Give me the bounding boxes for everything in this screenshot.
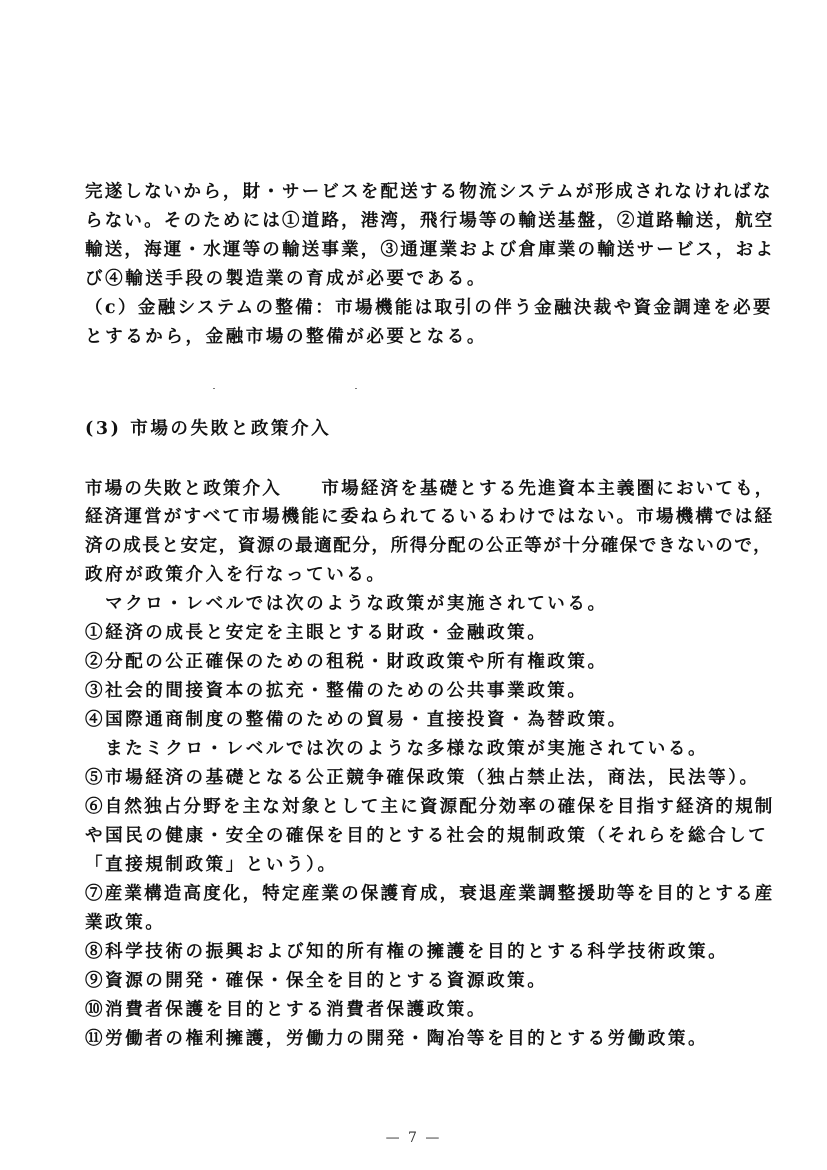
list-item: ⑧科学技術の振興および知的所有権の擁護を目的とする科学技術政策。 <box>85 942 729 962</box>
list-item: ②分配の公正確保のための租税・財政政策や所有権政策。 <box>85 652 608 672</box>
list-item: ⑪労働者の権利擁護，労働力の開発・陶冶等を目的とする労働政策。 <box>85 1029 709 1049</box>
scan-speck <box>213 388 215 389</box>
list-item-continued: 「直接規制政策」という）。 <box>85 855 338 875</box>
paragraph-line: 政府が政策介入を行なっている。 <box>85 565 387 585</box>
page-number: — 7 — <box>385 1130 442 1146</box>
list-item: ⑦産業構造高度化，特定産業の保護育成，衰退産業調整援助等を目的とする産 <box>85 884 775 904</box>
paragraph-line: 輸送，海運・水運等の輸送事業，③通運業および倉庫業の輸送サービス，およ <box>85 240 776 260</box>
paragraph-line: 経済運営がすべて市場機能に委ねられてるいるわけではない。市場機構では経 <box>85 507 775 527</box>
list-item: ⑨資源の開発・確保・保全を目的とする資源政策。 <box>85 971 548 991</box>
list-item: ④国際通商制度の整備のための貿易・直接投資・為替政策。 <box>85 710 628 730</box>
paragraph-line: び④輸送手段の製造業の育成が必要である。 <box>85 269 487 289</box>
list-item-continued: や国民の健康・安全の確保を目的とする社会的規制政策（それらを総合して <box>85 826 769 846</box>
list-item: ⑤市場経済の基礎となる公正競争確保政策（独占禁止法，商法，民法等）。 <box>85 768 760 788</box>
list-item: ⑥自然独占分野を主な対象として主に資源配分効率の確保を目指す経済的規制 <box>85 797 775 817</box>
list-item: ⑩消費者保護を目的とする消費者保護政策。 <box>85 1000 487 1020</box>
paragraph-line: とするから，金融市場の整備が必要となる。 <box>85 327 487 347</box>
paragraph-line: またミクロ・レベルでは次のような多様な政策が実施されている。 <box>85 739 709 759</box>
section-heading: (3) 市場の失敗と政策介入 <box>85 419 332 439</box>
list-item: ①経済の成長と安定を主眼とする財政・金融政策。 <box>85 623 548 643</box>
paragraph-line: （c）金融システムの整備：市場機能は取引の伴う金融決裁や資金調達を必要 <box>85 298 773 318</box>
list-item-continued: 業政策。 <box>85 913 166 933</box>
paragraph-line: 済の成長と安定，資源の最適配分，所得分配の公正等が十分確保できないので， <box>85 536 773 556</box>
list-item: ③社会的間接資本の拡充・整備のための公共事業政策。 <box>85 681 588 701</box>
paragraph-line: マクロ・レベルでは次のような政策が実施されている。 <box>85 594 608 614</box>
paragraph-line: 市場の失敗と政策介入 市場経済を基礎とする先進資本主義圏においても， <box>85 479 775 499</box>
scan-speck <box>355 388 357 389</box>
paragraph-line: らない。そのためには①道路，港湾，飛行場等の輸送基盤，②道路輸送，航空 <box>85 211 775 231</box>
paragraph-line: 完遂しないから，財・サービスを配送する物流システムが形成されなければな <box>85 182 773 202</box>
